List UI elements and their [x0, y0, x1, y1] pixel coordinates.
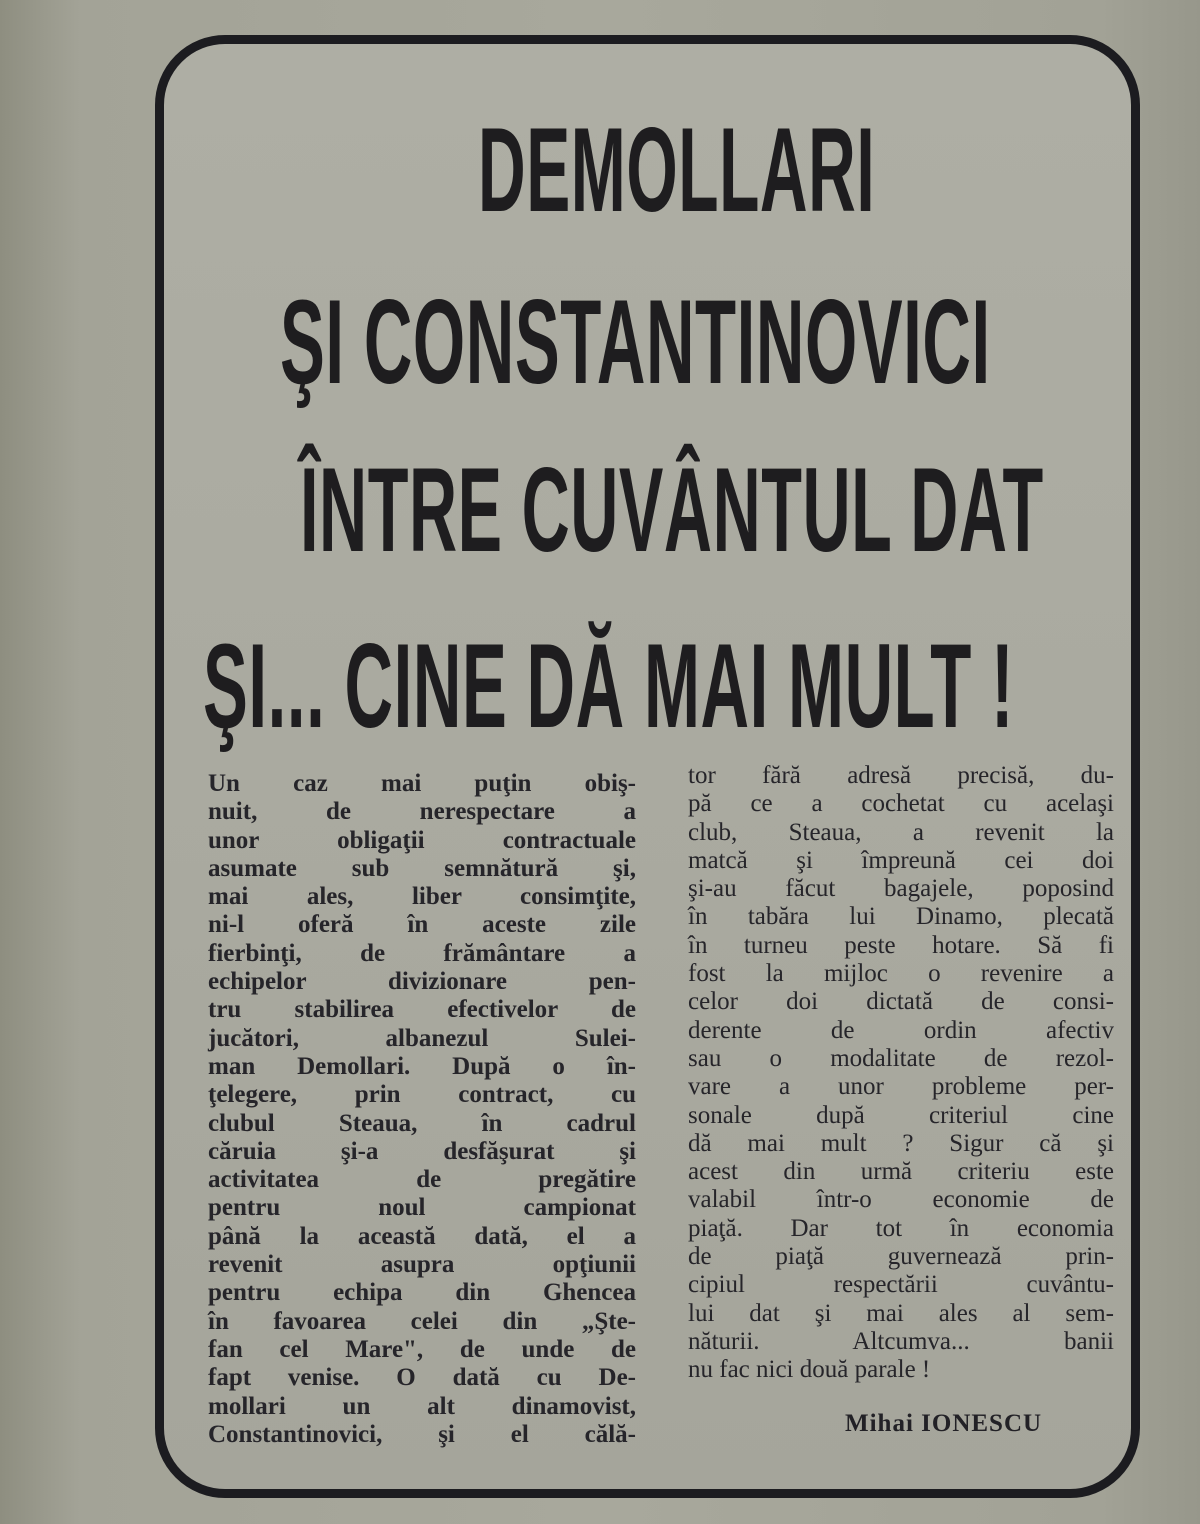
body-line: clubul Steaua, în cadrul: [208, 1109, 636, 1137]
body-line: fierbinţi, de frământare a: [208, 939, 636, 967]
body-line: de piaţă guvernează prin-: [688, 1243, 1114, 1271]
body-line: vare a unor probleme per-: [688, 1073, 1114, 1101]
body-line: lui dat şi mai ales al sem-: [688, 1299, 1114, 1327]
body-line: dă mai mult ? Sigur că şi: [688, 1129, 1114, 1157]
body-line: căruia şi-a desfăşurat şi: [208, 1137, 636, 1165]
body-line: pentru noul campionat: [208, 1194, 636, 1222]
article-body-right-column: [688, 762, 1114, 1385]
article-body-left-column: [208, 770, 636, 1449]
body-line: piaţă. Dar tot în economia: [688, 1214, 1114, 1242]
body-line: revenit asupra opţiunii: [208, 1251, 636, 1279]
headline-line-3: ÎNTRE CUVÂNTUL DAT: [300, 443, 1044, 577]
body-line: jucători, albanezul Sulei-: [208, 1024, 636, 1052]
body-line: cipiul respectării cuvântu-: [688, 1271, 1114, 1299]
headline-line-1: DEMOLLARI: [478, 103, 876, 237]
body-line: mai ales, liber consimţite,: [208, 883, 636, 911]
headline-line-4: ŞI... CINE DĂ MAI MULT !: [203, 619, 1015, 753]
body-line: matcă şi împreună cei doi: [688, 846, 1114, 874]
body-line: pă ce a cochetat cu acelaşi: [688, 790, 1114, 818]
headline-line-2: ŞI CONSTANTINOVICI: [280, 275, 991, 409]
body-line: până la această dată, el a: [208, 1222, 636, 1250]
body-line: în tabăra lui Dinamo, plecată: [688, 903, 1114, 931]
body-line: acest din urmă criteriu este: [688, 1158, 1114, 1186]
body-line: Un caz mai puţin obiş-: [208, 770, 636, 797]
body-line: fost la mijloc o revenire a: [688, 960, 1114, 988]
body-line: ţelegere, prin contract, cu: [208, 1081, 636, 1109]
body-line: şi-au făcut bagajele, poposind: [688, 875, 1114, 903]
body-line: Constantinovici, şi el călă-: [208, 1420, 636, 1448]
body-line: club, Steaua, a revenit la: [688, 818, 1114, 846]
body-line: fapt venise. O dată cu De-: [208, 1364, 636, 1392]
body-line: tru stabilirea efectivelor de: [208, 996, 636, 1024]
body-line: tor fără adresă precisă, du-: [688, 762, 1114, 789]
body-line: mollari un alt dinamovist,: [208, 1392, 636, 1420]
body-line: nuit, de nerespectare a: [208, 798, 636, 826]
body-line: în turneu peste hotare. Să fi: [688, 931, 1114, 959]
body-line: fan cel Mare", de unde de: [208, 1335, 636, 1363]
body-line: nu fac nici două parale !: [688, 1356, 931, 1384]
body-line: derente de ordin afectiv: [688, 1016, 1114, 1044]
body-line: pentru echipa din Ghencea: [208, 1279, 636, 1307]
body-line: în favoarea celei din „Şte-: [208, 1307, 636, 1335]
body-line: echipelor divizionare pen-: [208, 968, 636, 996]
body-line: unor obligaţii contractuale: [208, 826, 636, 854]
body-line: man Demollari. După o în-: [208, 1052, 636, 1080]
body-line: asumate sub semnătură şi,: [208, 854, 636, 882]
body-line: sonale după criteriul cine: [688, 1101, 1114, 1129]
body-line: sau o modalitate de rezol-: [688, 1044, 1114, 1072]
body-line: ni-l oferă în aceste zile: [208, 911, 636, 939]
body-line: valabil într-o economie de: [688, 1186, 1114, 1214]
body-line: celor doi dictată de consi-: [688, 988, 1114, 1016]
body-line: activitatea de pregătire: [208, 1166, 636, 1194]
author-byline: Mihai IONESCU: [845, 1410, 1043, 1437]
body-line: năturii. Altcumva... banii: [688, 1327, 1114, 1355]
